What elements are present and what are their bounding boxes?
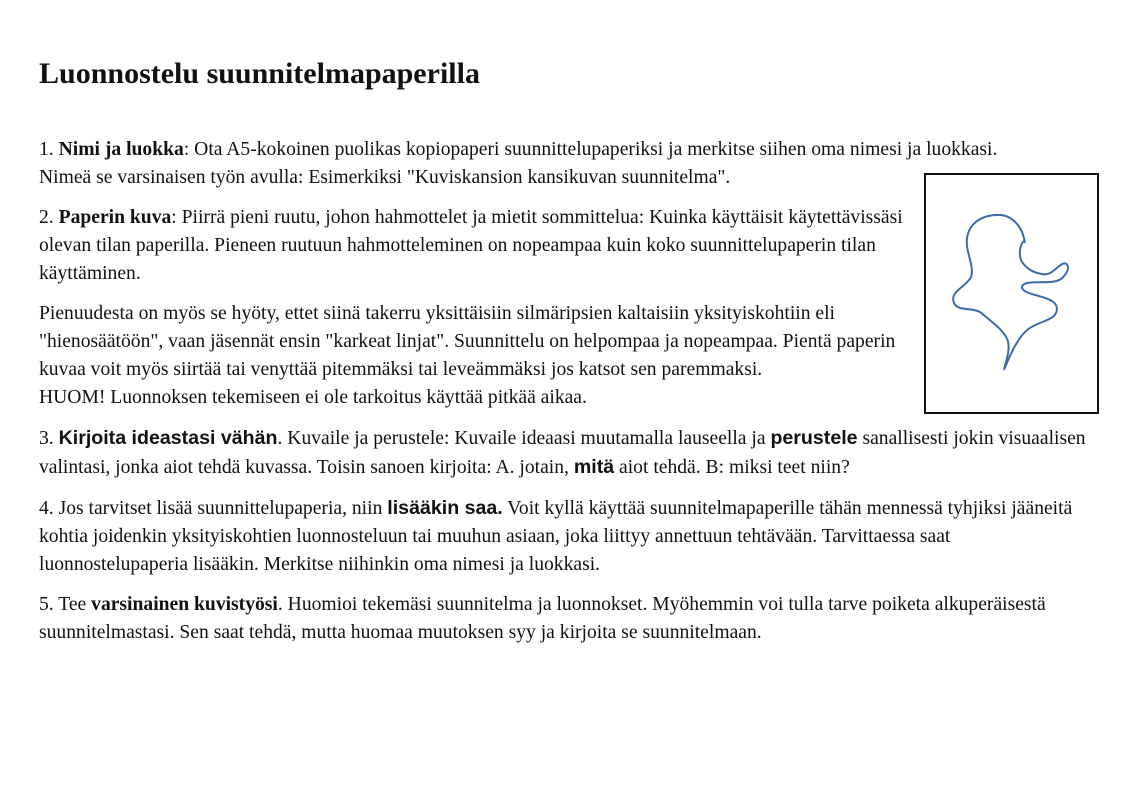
step-3-text-a: . Kuvaile ja perustele: Kuvaile ideaasi muutamalla lauseella ja [277,428,766,449]
sketch-squiggle [953,215,1068,369]
step-4-text-b: Voit kyllä käyttää suunnitelmapaperille tähän mennessä tyhjiksi jääneitä kohtia joidenkin yksityiskohtien luonnosteluun tai muuhun asiaan, joka liittyy annettuun tehtävään. Tarvittaessa saat luonnostelupaperia lisääkin. Merkitse niihinkin oma nimesi ja luokkasi. [39,498,1073,575]
step-3-heading: Kirjoita ideastasi vähän [58,427,278,449]
step-4 [39,494,1099,579]
step-2-text: : Piirrä pieni ruutu, johon hahmottelet ja mietit sommittelua: Kuinka käyttäisit käytettävissäsi olevan tilan paperilla. Pieneen ruutuun hahmotteleminen on nopeampaa kuin koko suunnittelupaperin tilan käyttäminen. [39,207,903,284]
step-1-text: : Ota A5-kokoinen puolikas kopiopaperi suunnittelupaperiksi ja merkitse siihen oma nimesi ja luokkasi. [183,139,998,160]
step-2-heading: Paperin kuva [58,207,172,228]
step-3-number: 3. [39,428,54,449]
step-4-text-a: 4. Jos tarvitset lisää suunnittelupaperia, niin [39,498,383,519]
step-1-heading: Nimi ja luokka [58,139,184,160]
step-1 [39,136,1099,164]
page-title: Luonnostelu suunnitelmapaperilla [39,57,480,90]
step-5-number: 5. Tee [39,594,87,615]
step-1-continued: Nimeä se varsinaisen työn avulla: Esimerkiksi "Kuviskansion kansikuvan suunnitelma". [39,167,731,188]
step-5 [39,591,1099,647]
note-warning: HUOM! Luonnoksen tekemiseen ei ole tarkoitus käyttää pitkää aikaa. [39,387,587,408]
step-3-emphasis-perustele: perustele [770,427,858,449]
step-2-number: 2. [39,207,54,228]
note-text: Pienuudesta on myös se hyöty, ettet siinä takerru yksittäisiin silmäripsien kaltaisiin yksityiskohtiin eli "hienosäätöön", vaan jäsennät ensin "karkeat linjat". Suunnittelu on helpompaa ja nopeampaa. Pientä paperin kuvaa voit myös siirtää tai venyttää pitemmäksi tai leveämmäksi jos katsot sen paremmaksi. [39,303,896,380]
sketch-frame [924,173,1099,414]
step-3 [39,424,1099,482]
instructions [39,136,1099,659]
step-4-emphasis: lisääkin saa. [387,497,503,519]
step-3-emphasis-mita: mitä [573,456,615,478]
sketch-drawing [926,175,1097,412]
step-3-text-b: sanallisesti jokin visuaalisen valintasi, jonka aiot tehdä kuvassa. Toisin sanoen kirjoita: A. jotain, [39,428,1086,478]
step-5-text: . Huomioi tekemäsi suunnitelma ja luonnokset. Myöhemmin voi tulla tarve poiketa alkuperäisestä suunnitelmastasi. Sen saat tehdä, mutta huomaa muutoksen syy ja kirjoita se suunnitelmaan. [39,594,1046,643]
step-3-text-c: aiot tehdä. B: miksi teet niin? [619,457,850,478]
step-5-heading: varsinainen kuvistyösi [91,594,278,615]
step-1-number: 1. [39,139,54,160]
